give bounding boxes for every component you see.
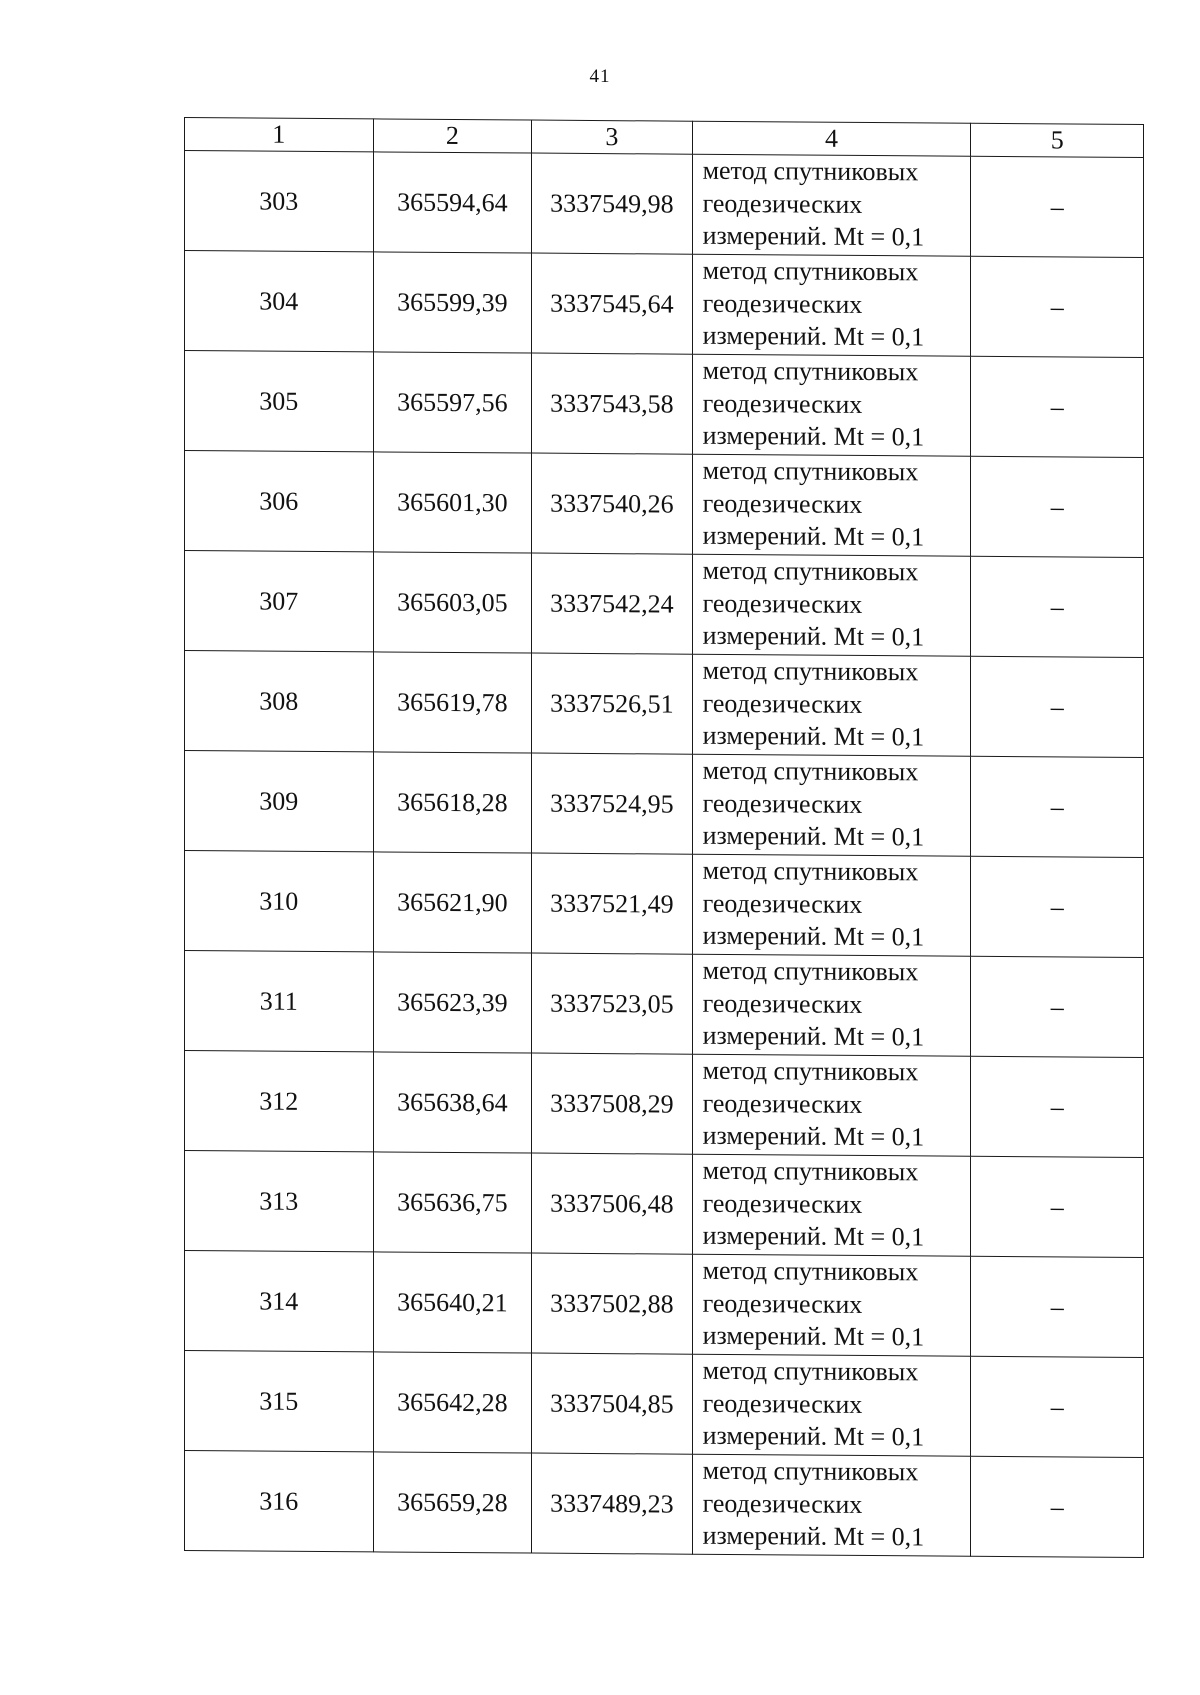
note-cell: – — [971, 1056, 1144, 1157]
method-cell — [692, 654, 971, 756]
method-line: геодезических — [702, 1188, 863, 1219]
method-cell — [692, 554, 971, 656]
method-line: геодезических — [702, 788, 863, 819]
method-line: измерений. Mt = 0,1 — [702, 620, 925, 652]
method-line: метод спутниковых — [702, 955, 919, 987]
point-number-cell: 314 — [185, 1251, 374, 1352]
x-coordinate-cell: 365638,64 — [373, 1052, 531, 1153]
method-cell — [692, 1254, 971, 1356]
table-row — [185, 151, 1144, 258]
x-coordinate-cell: 365599,39 — [373, 252, 531, 353]
note-cell: – — [971, 1156, 1144, 1257]
method-cell — [692, 154, 971, 256]
table-body — [185, 151, 1144, 1558]
x-coordinate-cell: 365618,28 — [373, 752, 531, 853]
method-line: измерений. Mt = 0,1 — [702, 420, 925, 452]
point-number-cell: 310 — [185, 851, 374, 952]
point-number-cell: 316 — [185, 1451, 374, 1552]
table-row — [185, 951, 1144, 1058]
method-line: метод спутниковых — [702, 1455, 919, 1487]
note-cell: – — [971, 856, 1144, 957]
method-line: метод спутниковых — [702, 655, 919, 687]
method-cell — [692, 1454, 971, 1556]
y-coordinate-cell: 3337545,64 — [532, 253, 693, 354]
method-line: метод спутниковых — [702, 855, 919, 887]
method-line: метод спутниковых — [702, 455, 919, 487]
method-line: измерений. Mt = 0,1 — [702, 1220, 925, 1252]
note-cell: – — [971, 356, 1144, 457]
table-row — [185, 451, 1144, 558]
table-row — [185, 1451, 1144, 1558]
header-cell-2: 2 — [373, 119, 531, 153]
y-coordinate-cell: 3337543,58 — [532, 353, 693, 454]
method-cell — [692, 754, 971, 856]
y-coordinate-cell: 3337508,29 — [532, 1053, 693, 1154]
point-number-cell: 309 — [185, 751, 374, 852]
note-cell: – — [971, 456, 1144, 557]
note-cell: – — [971, 1456, 1144, 1557]
y-coordinate-cell: 3337523,05 — [532, 953, 693, 1054]
y-coordinate-cell: 3337521,49 — [532, 853, 693, 954]
method-line: измерений. Mt = 0,1 — [702, 220, 925, 252]
table-row — [185, 251, 1144, 358]
table-row — [185, 1151, 1144, 1258]
y-coordinate-cell: 3337502,88 — [532, 1253, 693, 1354]
table-row — [185, 751, 1144, 858]
method-line: измерений. Mt = 0,1 — [702, 820, 925, 852]
x-coordinate-cell: 365642,28 — [373, 1352, 531, 1453]
x-coordinate-cell: 365619,78 — [373, 652, 531, 753]
point-number-cell: 308 — [185, 651, 374, 752]
method-cell — [692, 454, 971, 556]
method-line: метод спутниковых — [702, 255, 919, 287]
method-line: измерений. Mt = 0,1 — [702, 1320, 925, 1352]
method-line: геодезических — [702, 688, 863, 719]
y-coordinate-cell: 3337526,51 — [532, 653, 693, 754]
y-coordinate-cell: 3337549,98 — [532, 153, 693, 254]
method-line: измерений. Mt = 0,1 — [702, 1120, 925, 1152]
method-line: измерений. Mt = 0,1 — [702, 520, 925, 552]
method-cell — [692, 254, 971, 356]
x-coordinate-cell: 365601,30 — [373, 452, 531, 553]
note-cell: – — [971, 656, 1144, 757]
method-line: метод спутниковых — [702, 555, 919, 587]
point-number-cell: 304 — [185, 251, 374, 352]
method-cell — [692, 1154, 971, 1256]
header-cell-3: 3 — [532, 120, 693, 154]
table-row — [185, 1251, 1144, 1358]
table-row — [185, 551, 1144, 658]
y-coordinate-cell: 3337489,23 — [532, 1453, 693, 1554]
note-cell: – — [971, 156, 1144, 257]
method-line: метод спутниковых — [702, 1355, 919, 1387]
note-cell: – — [971, 1356, 1144, 1457]
header-cell-5: 5 — [971, 123, 1144, 157]
table-row — [185, 351, 1144, 458]
note-cell: – — [971, 556, 1144, 657]
method-line: геодезических — [702, 288, 863, 319]
method-cell — [692, 1354, 971, 1456]
method-line: геодезических — [702, 888, 863, 919]
note-cell: – — [971, 1256, 1144, 1357]
point-number-cell: 313 — [185, 1151, 374, 1252]
method-line: геодезических — [702, 588, 863, 619]
x-coordinate-cell: 365594,64 — [373, 152, 531, 253]
method-line: геодезических — [702, 488, 863, 519]
method-line: геодезических — [702, 1488, 863, 1519]
point-number-cell: 311 — [185, 951, 374, 1052]
method-line: геодезических — [702, 1088, 863, 1119]
y-coordinate-cell: 3337504,85 — [532, 1353, 693, 1454]
x-coordinate-cell: 365603,05 — [373, 552, 531, 653]
y-coordinate-cell: 3337506,48 — [532, 1153, 693, 1254]
y-coordinate-cell: 3337524,95 — [532, 753, 693, 854]
coordinates-table — [184, 117, 1144, 1558]
method-line: геодезических — [702, 1288, 863, 1319]
point-number-cell: 305 — [185, 351, 374, 452]
x-coordinate-cell: 365597,56 — [373, 352, 531, 453]
y-coordinate-cell: 3337540,26 — [532, 453, 693, 554]
method-line: геодезических — [702, 188, 863, 219]
y-coordinate-cell: 3337542,24 — [532, 553, 693, 654]
note-cell: – — [971, 756, 1144, 857]
method-line: метод спутниковых — [702, 1255, 919, 1287]
point-number-cell: 315 — [185, 1351, 374, 1452]
method-line: метод спутниковых — [702, 355, 919, 387]
note-cell: – — [971, 956, 1144, 1057]
header-cell-4: 4 — [692, 121, 971, 156]
method-line: геодезических — [702, 1388, 863, 1419]
method-cell — [692, 854, 971, 956]
point-number-cell: 307 — [185, 551, 374, 652]
note-cell: – — [971, 256, 1144, 357]
method-line: геодезических — [702, 388, 863, 419]
x-coordinate-cell: 365659,28 — [373, 1452, 531, 1553]
table-row — [185, 1351, 1144, 1458]
method-line: метод спутниковых — [702, 155, 919, 187]
point-number-cell: 306 — [185, 451, 374, 552]
method-line: измерений. Mt = 0,1 — [702, 920, 925, 952]
method-cell — [692, 954, 971, 1056]
method-line: измерений. Mt = 0,1 — [702, 720, 925, 752]
method-line: измерений. Mt = 0,1 — [702, 1020, 925, 1052]
method-line: метод спутниковых — [702, 755, 919, 787]
x-coordinate-cell: 365623,39 — [373, 952, 531, 1053]
method-cell — [692, 1054, 971, 1156]
header-cell-1: 1 — [185, 118, 374, 152]
x-coordinate-cell: 365621,90 — [373, 852, 531, 953]
method-line: геодезических — [702, 988, 863, 1019]
method-line: метод спутниковых — [702, 1055, 919, 1087]
method-line: измерений. Mt = 0,1 — [702, 1520, 925, 1552]
point-number-cell: 303 — [185, 151, 374, 252]
method-line: измерений. Mt = 0,1 — [702, 320, 925, 352]
page-number: 41 — [589, 66, 611, 87]
table-row — [185, 651, 1144, 758]
point-number-cell: 312 — [185, 1051, 374, 1152]
x-coordinate-cell: 365640,21 — [373, 1252, 531, 1353]
table-row — [185, 1051, 1144, 1158]
table-row — [185, 851, 1144, 958]
method-line: измерений. Mt = 0,1 — [702, 1420, 925, 1452]
method-line: метод спутниковых — [702, 1155, 919, 1187]
method-cell — [692, 354, 971, 456]
x-coordinate-cell: 365636,75 — [373, 1152, 531, 1253]
